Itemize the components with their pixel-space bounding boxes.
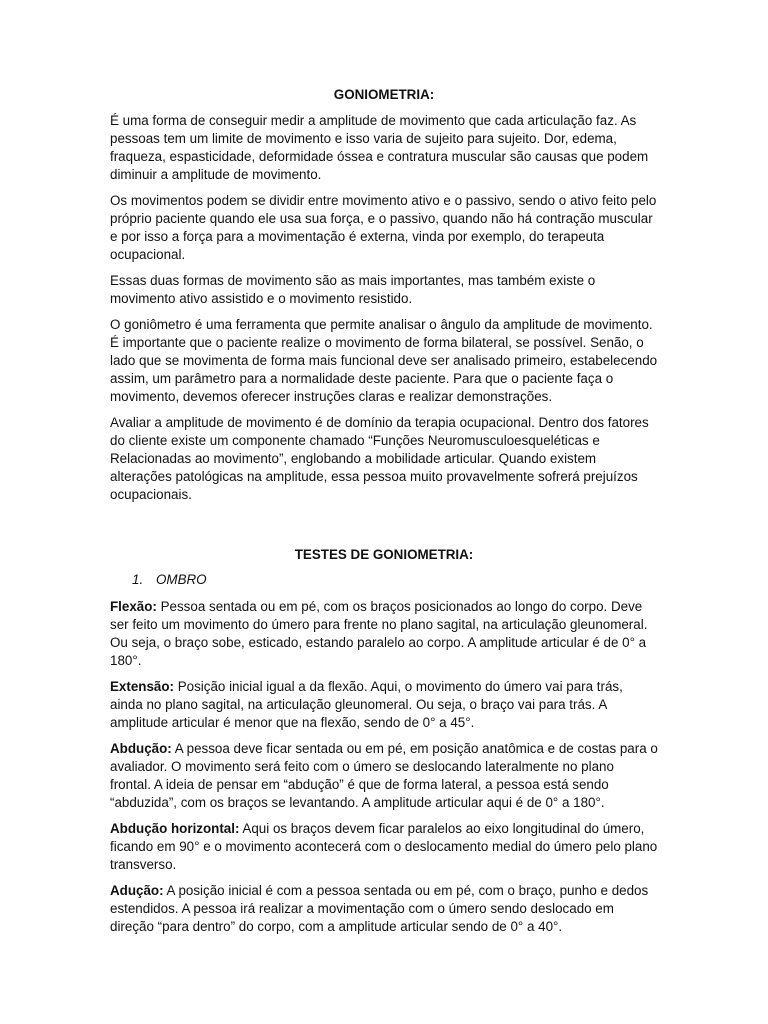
test-paragraph-aducao bbox=[110, 882, 658, 936]
list-item-number: 1. bbox=[132, 572, 144, 587]
test-paragraph-flexao bbox=[110, 598, 658, 670]
test-term: Abdução: bbox=[110, 741, 172, 756]
list-item-ombro bbox=[132, 571, 658, 589]
test-term: Flexão: bbox=[110, 599, 157, 614]
intro-paragraph: Essas duas formas de movimento são as mais importantes, mas também existe o movimento ativo assistido e o movimento resistido. bbox=[110, 273, 596, 306]
test-paragraph-abducao bbox=[110, 740, 658, 812]
test-text: A posição inicial é com a pessoa sentada ou em pé, com o braço, punho e dedos estendidos. A pessoa irá realizar a movimentação com o úmero sendo deslocado em direção “para dentro” do corpo, com a amplitude articular sendo de 0° a 40°. bbox=[110, 883, 649, 934]
test-text: Aqui os braços devem ficar paralelos ao eixo longitudinal do úmero, ficando em 90° e o movimento acontecerá com o deslocamento medial do úmero pelo plano transverso. bbox=[110, 821, 658, 872]
intro-paragraph: O goniômetro é uma ferramenta que permite analisar o ângulo da amplitude de movimento. É importante que o paciente realize o movimento de forma bilateral, se possível. Senão, o lado que se movimenta de forma mais funcional deve ser analisado primeiro, estabelecendo assim, um parâmetro para a normalidade deste paciente. Para que o paciente faça o movimento, devemos oferecer instruções claras e realizar demonstrações. bbox=[110, 317, 658, 404]
test-text: Posição inicial igual a da flexão. Aqui, o movimento do úmero vai para trás, ainda no plano sagital, na articulação gleunomeral. Ou seja, o braço vai para trás. A amplitude articular é menor que na flexão, sendo de 0° a 45°. bbox=[110, 679, 623, 730]
list-item-label: OMBRO bbox=[156, 572, 207, 587]
intro-paragraph: Avaliar a amplitude de movimento é de domínio da terapia ocupacional. Dentro dos fatores do cliente existe um componente chamado “Funções Neuromusculoesqueléticas e Relacionadas ao movimento”, englobando a mobilidade articular. Quando existem alterações patológicas na amplitude, essa pessoa muito provavelmente sofrerá prejuízos ocupacionais. bbox=[110, 415, 649, 502]
document-title: GONIOMETRIA: bbox=[333, 87, 435, 102]
test-term: Adução: bbox=[110, 883, 164, 898]
test-text: A pessoa deve ficar sentada ou em pé, em posição anatômica e de costas para o avaliador. O movimento será feito com o úmero se deslocando lateralmente no plano frontal. A ideia de pensar em “abdução” é que de forma lateral, a pessoa está sendo “abduzida”, com os braços se levantando. A amplitude articular aqui é de 0° a 180°. bbox=[110, 741, 658, 810]
test-term: Extensão: bbox=[110, 679, 174, 694]
intro-paragraph: É uma forma de conseguir medir a amplitude de movimento que cada articulação faz. As pessoas tem um limite de movimento e isso varia de sujeito para sujeito. Dor, edema, fraqueza, espasticidade, deformidade óssea e contratura muscular são causas que podem diminuir a amplitude de movimento. bbox=[110, 113, 649, 182]
test-paragraph-extensao bbox=[110, 678, 658, 732]
intro-paragraph: Os movimentos podem se dividir entre movimento ativo e o passivo, sendo o ativo feito pelo próprio paciente quando ele usa sua força, e o passivo, quando não há contração muscular e por isso a força para a movimentação é externa, vinda por exemplo, do terapeuta ocupacional. bbox=[110, 193, 657, 262]
section-title: TESTES DE GONIOMETRIA: bbox=[294, 547, 474, 562]
test-paragraph-abducao-horizontal bbox=[110, 820, 658, 874]
test-text: Pessoa sentada ou em pé, com os braços posicionados ao longo do corpo. Deve ser feito um movimento do úmero para frente no plano sagital, na articulação gleunomeral. Ou seja, o braço sobe, esticado, estando paralelo ao corpo. A amplitude articular é de 0° a 180°. bbox=[110, 599, 648, 668]
test-term: Abdução horizontal: bbox=[110, 821, 240, 836]
